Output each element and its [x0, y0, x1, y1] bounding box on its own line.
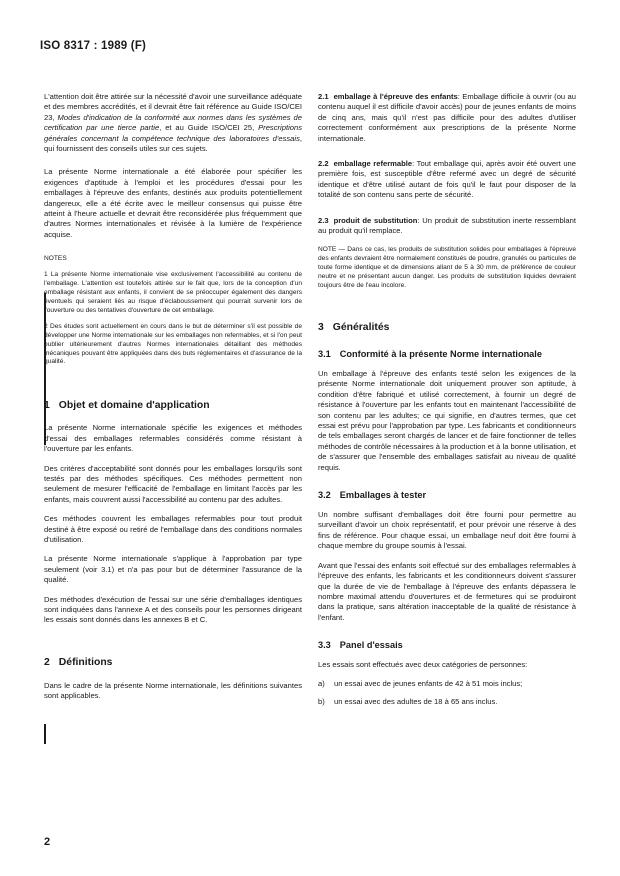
subsection-3-3-heading: 3.3 Panel d'essais	[318, 640, 403, 651]
document-id: ISO 8317 : 1989 (F)	[40, 40, 147, 52]
left-column	[44, 92, 302, 702]
subsection-3-2-paragraph: Un nombre suffisant d'emballages doit être fourni pour permettre au surveillant d'avoir un choix représentatif, et pour prévoir une réserve à des fins de référence. Pour chaque essai, un emballage neuf doit être fourni à chaque membre du groupe soumis à l'essai.	[318, 510, 576, 551]
revision-bar	[44, 724, 46, 744]
section-3-heading: 3 Généralités	[318, 322, 390, 333]
note-1: 1 La présente Norme internationale vise exclusivement l'accessibilité au contenu de l'emballage. L'attention est toutefois attirée sur le fait que, lors de la conception d'un emballage résistant aux enfants, il convient de se préoccuper également des dangers éventuels qui seraient liés au risque d'éclaboussement qui pourrait survenir lors de l'ouverture ou des tentatives d'ouverture de cet emballage.	[44, 271, 302, 314]
right-column	[318, 92, 576, 707]
definition-2-2: 2.2 emballage refermable: Tout emballage qui, après avoir été ouvert une première fois, est susceptible d'être refermé avec un degré de sécurité identique et d'être utilisé autant de fois qu'il le faut pour disposer de la totalité de son contenu sans perte de sécurité.	[318, 159, 576, 200]
definition-note: NOTE — Dans ce cas, les produits de substitution solides pour emballages à l'épreuve des enfants devraient être normalement constitués de poudre, granulés ou particules de toute forme identique et de dimensions allant de 5 à 30 mm, de préférence de couleur neutre et ne présentant aucun danger. Les produits de substitution liquides devraient toujours être de l'eau incolore.	[318, 246, 576, 290]
section-1-paragraph: Des critères d'acceptabilité sont donnés pour les emballages lorsqu'ils sont testés par des méthodes spécifiques. Ces méthodes permettent non seulement de mesurer l'efficacité de l'emballage en limitant l'accès par les enfants, mais couvrent aussi l'accessibilité au contenu par des adultes.	[44, 463, 302, 504]
intro-paragraph: L'attention doit être attirée sur la nécessité d'avoir une surveillance adéquate et des membres accrédités, et il devrait être fait référence au Guide ISO/CEI 23, Modes d'indication de la conformité aux normes dans les systèmes de certification par une tierce partie, et au Guide ISO/CEI 25, Prescriptions générales concernant la compétence technique des laboratoires d'essais, qui fournissent des conseils utiles sur ces sujets.	[44, 92, 302, 154]
subsection-3-3-paragraph: Les essais sont effectués avec deux catégories de personnes:	[318, 660, 528, 670]
section-2-heading: 2 Définitions	[44, 656, 113, 668]
definition-2-1: 2.1 emballage à l'épreuve des enfants: Emballage difficile à ouvrir (ou au contenu auquel il est difficile d'avoir accès) pour de jeunes enfants de moins de cinq ans, mais qu'il n'est pas difficile pour des adultes d'utiliser correctement conformément aux prescriptions de la présente Norme internationale.	[318, 92, 577, 143]
guide-25-title: Prescriptions générales concernant la compétence technique des laboratoires d'essais	[44, 123, 302, 143]
definition-2-3: 2.3 produit de substitution: Un produit de substitution inerte ressemblant au produit qu'il remplace.	[318, 215, 576, 236]
subsection-3-1-paragraph: Un emballage à l'épreuve des enfants testé selon les exigences de la présente Norme internationale doit uniquement prouver son aptitude, à condition d'être fabriqué et utilisé correctement, à fournir un degré de résistance à l'ouverture par les enfants tout en maintenant l'accessibilité de son contenu par les adultes; ce qui signifie, en d'autres termes, que cet essai est prévu pour l'approbation par type. Les fabricants et conditionneurs de tels emballages seront chargés de lancer et de faire fonctionner de telles méthodes de contrôle nécessaires à la production et à la bonne utilisation, et de s'assurer que l'ensemble des emballages satisfait au niveau de qualité requis.	[318, 369, 576, 472]
section-1-paragraph: La présente Norme internationale spécifie les exigences et méthodes d'essai des emballages refermables considérés comme résistant à l'ouverture par les enfants.	[44, 423, 302, 454]
section-2-paragraph: Dans le cadre de la présente Norme internationale, les définitions suivantes sont applicables.	[44, 680, 302, 701]
section-1-paragraph: Des méthodes d'exécution de l'essai sur une série d'emballages identiques sont indiquées dans l'annexe A et des conseils pour les personnes dirigeant les essais sont donnés dans les annexes B et C.	[44, 594, 302, 625]
subsection-3-2-heading: 3.2 Emballages à tester	[318, 490, 427, 501]
guide-23-title: Modes d'indication de la conformité aux normes dans les systèmes de certification par une tierce partie	[44, 112, 302, 133]
section-1-paragraph: Ces méthodes couvrent les emballages refermables pour tout produit destiné à être exposé ou retiré de l'emballage dans des conditions normales d'utilisation.	[44, 514, 302, 544]
list-item: a) un essai avec de jeunes enfants de 42 à 51 mois inclus;	[318, 678, 523, 688]
section-1-paragraph: La présente Norme internationale s'applique à l'approbation par type seulement (voir 3.1) et n'a pas pour but de déterminer l'assurance de la qualité.	[44, 554, 302, 585]
subsection-3-2-paragraph: Avant que l'essai des enfants soit effectué sur des emballages refermables à l'épreuve des enfants, les fabricants et les conditionneurs doivent s'assurer que la durée de vie de l'emballage à l'épreuve des enfants dépassera le nombre maximal attendu d'ouvertures et de fermetures qui se produiront dans la pratique, sans altération inacceptable de la qualité de résistance à l'enfant.	[318, 560, 576, 622]
list-item: b) un essai avec des adultes de 18 à 65 ans inclus.	[318, 696, 498, 706]
note-2: 2 Des études sont actuellement en cours dans le but de déterminer s'il est possible de développer une Norme internationale sur les emballages non refermables, et si l'on peut publier ultérieurement d'autres Normes internationales détaillant des méthodes mécaniques pouvant être appliquées dans des buts réglementaires et d'assurance de la qualité.	[44, 322, 302, 366]
notes-title: NOTES	[44, 255, 67, 263]
section-1-heading: 1 Objet et domaine d'application	[44, 400, 210, 412]
intro-paragraph: La présente Norme internationale a été élaborée pour spécifier les exigences d'aptitude à l'emploi et les procédures d'essai pour les emballages à l'épreuve des enfants, destinés aux produits potentiellement dangereux, elle a été écrite avec le meilleur consensus qui puisse être atteint à l'heure actuelle et devrait être reconsidérée plus fréquemment que d'autres Normes internationales et révisée à la lumière de l'expérience acquise.	[44, 167, 302, 239]
page-number: 2	[44, 836, 51, 848]
subsection-3-1-heading: 3.1 Conformité à la présente Norme internationale	[318, 349, 542, 359]
